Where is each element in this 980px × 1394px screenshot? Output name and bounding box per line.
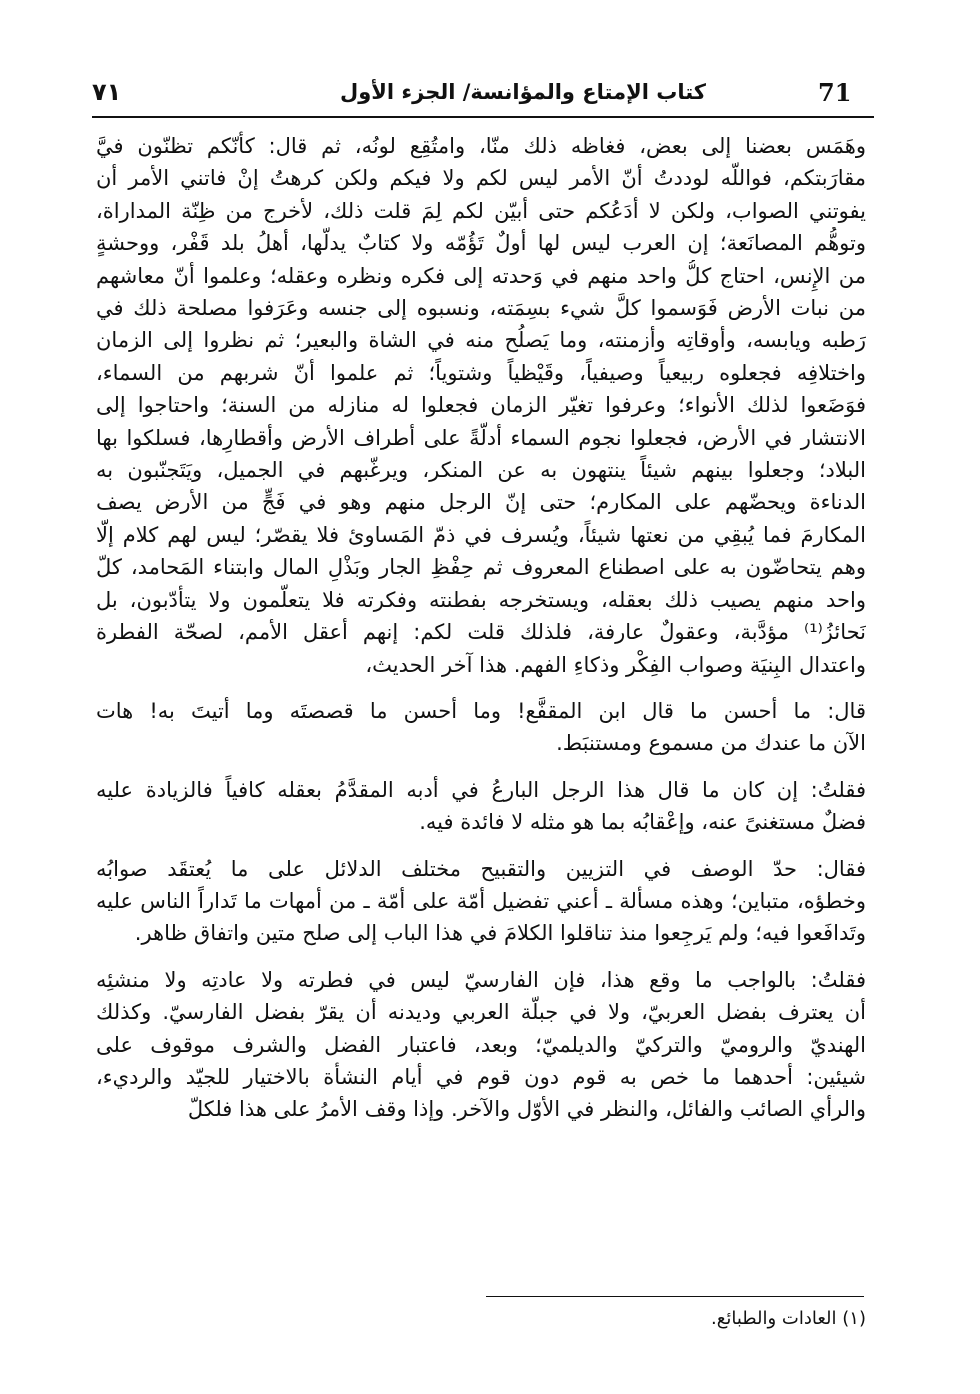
paragraph — [96, 774, 866, 839]
text-line: فوَضَعوا لذلك الأنواء؛ وعرفوا تغيّر الزمان فجعلوا له منازله من السنة؛ واحتاجوا إلى — [96, 393, 866, 418]
text-line: البلاد؛ وجعلوا بينهم شيئاً ينتهون به عن المنكر، ويرغّبهم في الجميل، ويَتَجنّبون به — [96, 458, 866, 483]
text-line: فقال: حدّ الوصف في التزيين والتقبيح مختلف الدلائل على ما يُعتقَد صوابُه — [96, 856, 866, 881]
paragraph — [96, 695, 866, 760]
text-line: الدناءة ويحضّهم على المكارم؛ حتى إنّ الرجل منهم وهو في فَجٍّ من الأرض يصف — [96, 490, 866, 515]
page-number-latin: 71 — [818, 78, 852, 107]
text-line: واعتدال البِنيَة وصواب الفِكْر وذكاءِ الفهم. هذا آخر الحديث، — [365, 652, 866, 677]
running-title: كتاب الإمتاع والمؤانسة/ الجزء الأول — [339, 80, 707, 104]
paragraph — [96, 853, 866, 950]
footnote: (١) العادات والطبائع. — [711, 1308, 866, 1329]
text-line: الهنديّ والروميّ والتركيّ والديلميّ؛ وبعد، فاعتبار الفضل والشرف موقوف على — [96, 1032, 866, 1057]
text-line: وتوهُّم المصانَعة؛ إن العرب ليس لها أولٌ تَؤُمّه ولا كتابٌ يدلّها، أهلُ بلد قَفْر، ووحشةٍ — [96, 231, 866, 256]
text-line: الآن ما عندك من مسموع ومستنبَط. — [556, 731, 866, 756]
text-line: من الإِنس، احتاج كلُّ واحد منهم في وَحدته إلى فكره ونظره وعقله؛ وعلموا أنّ معاشهم — [96, 263, 866, 288]
text-line: يفوتني الصواب، ولكن لا أدَعُكم حتى أبيّن لكم لِمَ قلت ذلك، لأخرج من ظِنّة المداراة، — [96, 198, 866, 223]
text-line: وهم يتحاضّون به على اصطناع المعروف ثم حِفْظِ الجار وبَذْلِ المال وابتناء المَحامد، كلّ — [96, 555, 866, 580]
text-line: فضلٌ مستغنىً عنه، وإعْقابُه بما هو مثله لا فائدة فيه. — [419, 810, 866, 835]
running-header — [92, 74, 874, 118]
text-line: فقلتُ: إن كان ما قال هذا الرجل البارعُ في أدبه المقدَّمُ بعقله كافياً فالزيادة عليه — [96, 777, 866, 802]
text-line: والرأي الصائب والفائل، والنظر في الأوّل والآخر. وإذا وقف الأمرُ على هذا فلكلّ — [187, 1097, 866, 1122]
paragraph — [96, 130, 866, 681]
text-line: رَطبه ويابسه، وأوقاتِه وأزمنته، وما يَصلُح منه في الشاة والبعير؛ ثم نظروا إلى الزمان — [96, 328, 866, 353]
text-line: المكارمَ فما يُبقِي من نعتها شيئاً، ويُسرف في ذمّ المَساوئ فلا يقصّر؛ ليس لهم كلام إلّا — [96, 522, 866, 547]
text-line: شيئين: أحدهما ما خص به قوم دون قوم في أيام النشأة بالاختيار للجيّد والرديء، — [96, 1064, 866, 1089]
text-line: قال: ما أحسن ما قال ابن المقفَّع! وما أحسن ما قصصتَه وما أتيتَ به! هات — [96, 698, 866, 723]
text-line: مقارَبتكم، فواللّه لوددتُ أنّ الأمر ليس لكم ولا فيكم ولكن كرهتُ إنْ فاتني الأمر أن — [96, 166, 866, 191]
text-line: أن يعترف بفضل العربيّ، ولا في جبلّة العربي وديدنه أن يقرّ بفضل الفارسيّ. وكذلك — [96, 1000, 866, 1025]
paragraph — [96, 964, 866, 1126]
text-line: فقلتُ: بالواجب ما وقع هذا، فإن الفارسيّ ليس في فطرته ولا عادتِه ولا منشئِه — [96, 967, 866, 992]
body-text — [96, 130, 866, 1140]
text-line: الانتشار في الأرض، فجعلوا نجوم السماء أدلّةً على أطراف الأرض وأقطارِها، فسلكوا بها — [96, 425, 866, 450]
text-line: وخطؤه، متباين؛ وهذه مسألة ـ أعني تفضيل أمّة على أمّة ـ من أمهات ما تَداراً الناس عليه — [96, 888, 866, 913]
footnote-divider — [486, 1296, 864, 1297]
text-line: وهَمَس بعضنا إلى بعض، فغاظه ذلك منّا، وامتُقِع لونُه، ثم قال: كأنّكم تظنّون فيَّ — [96, 134, 866, 158]
text-line: واحد منهم يصيب ذلك بعقله، ويستخرجه بفطنته وفكرته فلا يتعلّمون ولا يتأدّبون، بل — [96, 587, 866, 612]
page-number-arabic: ٧١ — [92, 78, 122, 106]
text-line: وتَدافَعوا فيه؛ ولم يَرجِعوا منذ تناقلوا الكلامَ في هذا الباب إلى صلح متين واتفاق ظاهر. — [134, 921, 866, 946]
text-line: من نبات الأرض فَوَسموا كلَّ شيء بسِمَته، ونسبوه إلى جنسه وعَرَفوا مصلحة ذلك في — [96, 296, 866, 321]
text-line: نَحائزُ⁽¹⁾ مؤدَّبة، وعقولٌ عارفة، فلذلك قلت لكم: إنهم أعقل الأمم، لصحّة الفطرة — [96, 620, 866, 645]
text-line: واختلافِه فجعلوه ربيعياً وصيفياً، وقَيْظياً وشتوياً؛ ثم علموا أنّ شربهم من السماء، — [96, 360, 866, 385]
